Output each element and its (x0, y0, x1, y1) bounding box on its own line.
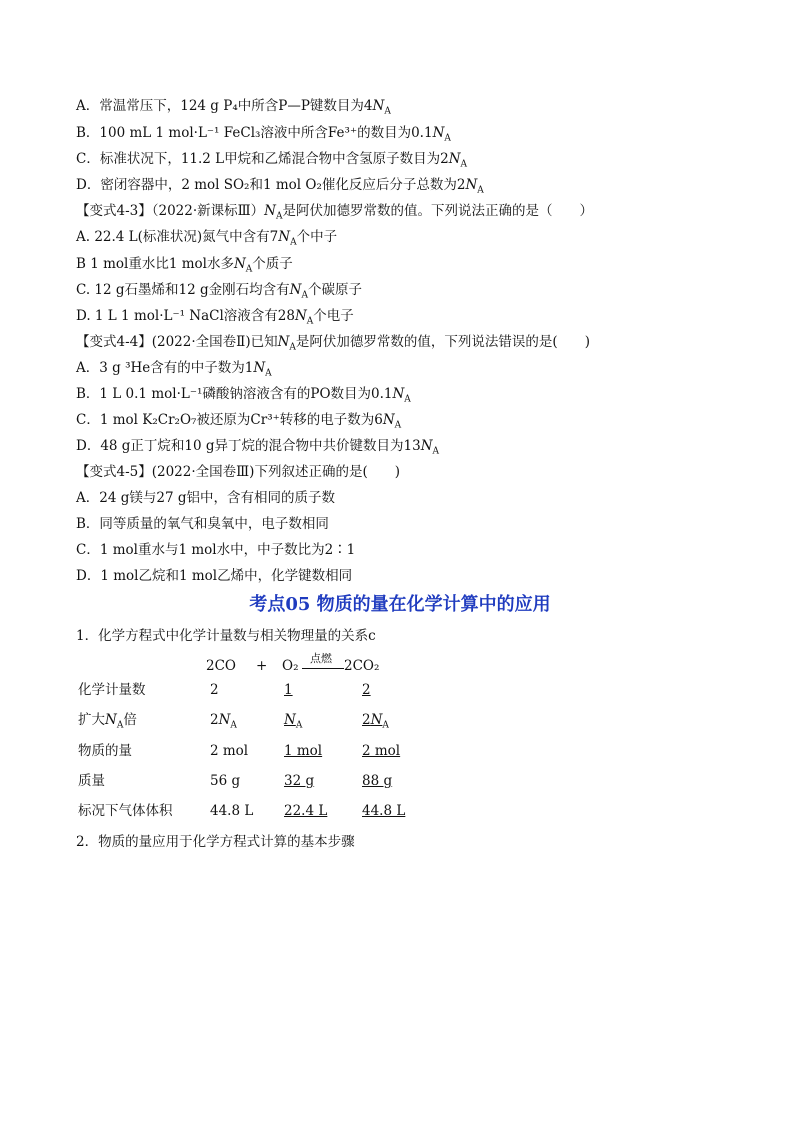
table-cell: 22.4 L (284, 803, 328, 819)
table-cell: 2 (362, 682, 371, 698)
table-cell: 1 mol (284, 743, 323, 759)
text-line: B 1 mol重水比1 mol水多$N_A$个质子 (76, 256, 293, 275)
table-cell: 1 (284, 682, 293, 698)
text-line: 【变式4-3】（2022·新课标$Ⅲ)N_A$是阿伏加德罗常数的值。下列说法正确的是（ ） (76, 203, 593, 222)
text-line: D. 1 L 1 mol·L⁻¹ NaCl溶液含有$28N_A$个电子 (76, 308, 354, 327)
text-line: A．24 g镁与27 g铝中，含有相同的质子数 (76, 490, 335, 506)
text-line: C．1 mol重水与1 mol水中，中子数比为2∶1 (76, 542, 356, 558)
table-cell: 44.8 L (210, 803, 254, 819)
table-cell: $N_A$ (284, 712, 303, 731)
text-line: A．常温常压下，124 g P₄中所含P—P键数目为$4N_A$ (76, 98, 391, 117)
reactant-co: 2CO (206, 658, 236, 674)
text-line: C．1 mol K₂Cr₂O₇被还原为Cr³⁺转移的电子数为$6N_A$ (76, 412, 402, 431)
table-row-label: 物质的量 (78, 743, 132, 759)
reaction-condition: 点燃 (310, 652, 332, 665)
table-row-label: 化学计量数 (78, 682, 146, 698)
table-cell: 2 mol (210, 743, 249, 759)
text-line: B．100 mL 1 mol·L⁻¹ FeCl₃溶液中所含Fe³⁺的数目为$0.1N_A$ (76, 125, 451, 144)
table-cell: 88 g (362, 773, 393, 789)
table-cell: $2N_A$ (362, 712, 389, 731)
section-title: 考点05 物质的量在化学计算中的应用 (249, 594, 551, 615)
table-cell: 32 g (284, 773, 315, 789)
product-co2: 2CO₂ (344, 658, 380, 674)
reaction-arrow (302, 668, 344, 669)
text-line: A. 22.4 L(标准状况)氮气中含有$7N_A$个中子 (76, 229, 338, 248)
item-1-heading: 1．化学方程式中化学计量数与相关物理量的关系c (76, 628, 376, 644)
item-2-heading: 2．物质的量应用于化学方程式计算的基本步骤 (76, 834, 355, 850)
reactant-o2: O₂ (282, 658, 299, 674)
table-row-label: 标况下气体体积 (78, 803, 173, 819)
text-line: D．48 g正丁烷和10 g异丁烷的混合物中共价键数目为$13N_A$ (76, 438, 440, 457)
table-row-label: 质量 (78, 773, 105, 789)
table-cell: 44.8 L (362, 803, 406, 819)
table-cell: 2 mol (362, 743, 401, 759)
plus-sign: + (256, 658, 268, 674)
table-cell: 56 g (210, 773, 241, 789)
text-line: B．同等质量的氧气和臭氧中，电子数相同 (76, 516, 329, 532)
table-cell: 2 (210, 682, 219, 698)
text-line: D．1 mol乙烷和1 mol乙烯中，化学键数相同 (76, 568, 353, 584)
text-line: 【变式4-4】(2022·全国卷Ⅱ)已知$N_A$是阿伏加德罗常数的值，下列说法错误的是( ) (76, 334, 590, 353)
text-line: D．密闭容器中，2 mol SO₂和1 mol O₂催化反应后分子总数为$2N_A$ (76, 177, 484, 196)
text-line: A．3 g ³He含有的中子数为$1N_A$ (76, 360, 272, 379)
table-cell: $2N_A$ (210, 712, 237, 731)
text-line: 【变式4-5】(2022·全国卷Ⅲ)下列叙述正确的是( ) (76, 464, 400, 480)
table-row-label: 扩大$N_A$倍 (78, 712, 137, 731)
text-line: C. 12 g石墨烯和12 g金刚石均含有$N_A$个碳原子 (76, 282, 362, 301)
text-line: C．标准状况下，11.2 L甲烷和乙烯混合物中含氢原子数目为$2N_A$ (76, 151, 468, 170)
text-line: B．1 L 0.1 mol·L⁻¹磷酸钠溶液含有的PO数目为$0.1N_A$ (76, 386, 411, 405)
